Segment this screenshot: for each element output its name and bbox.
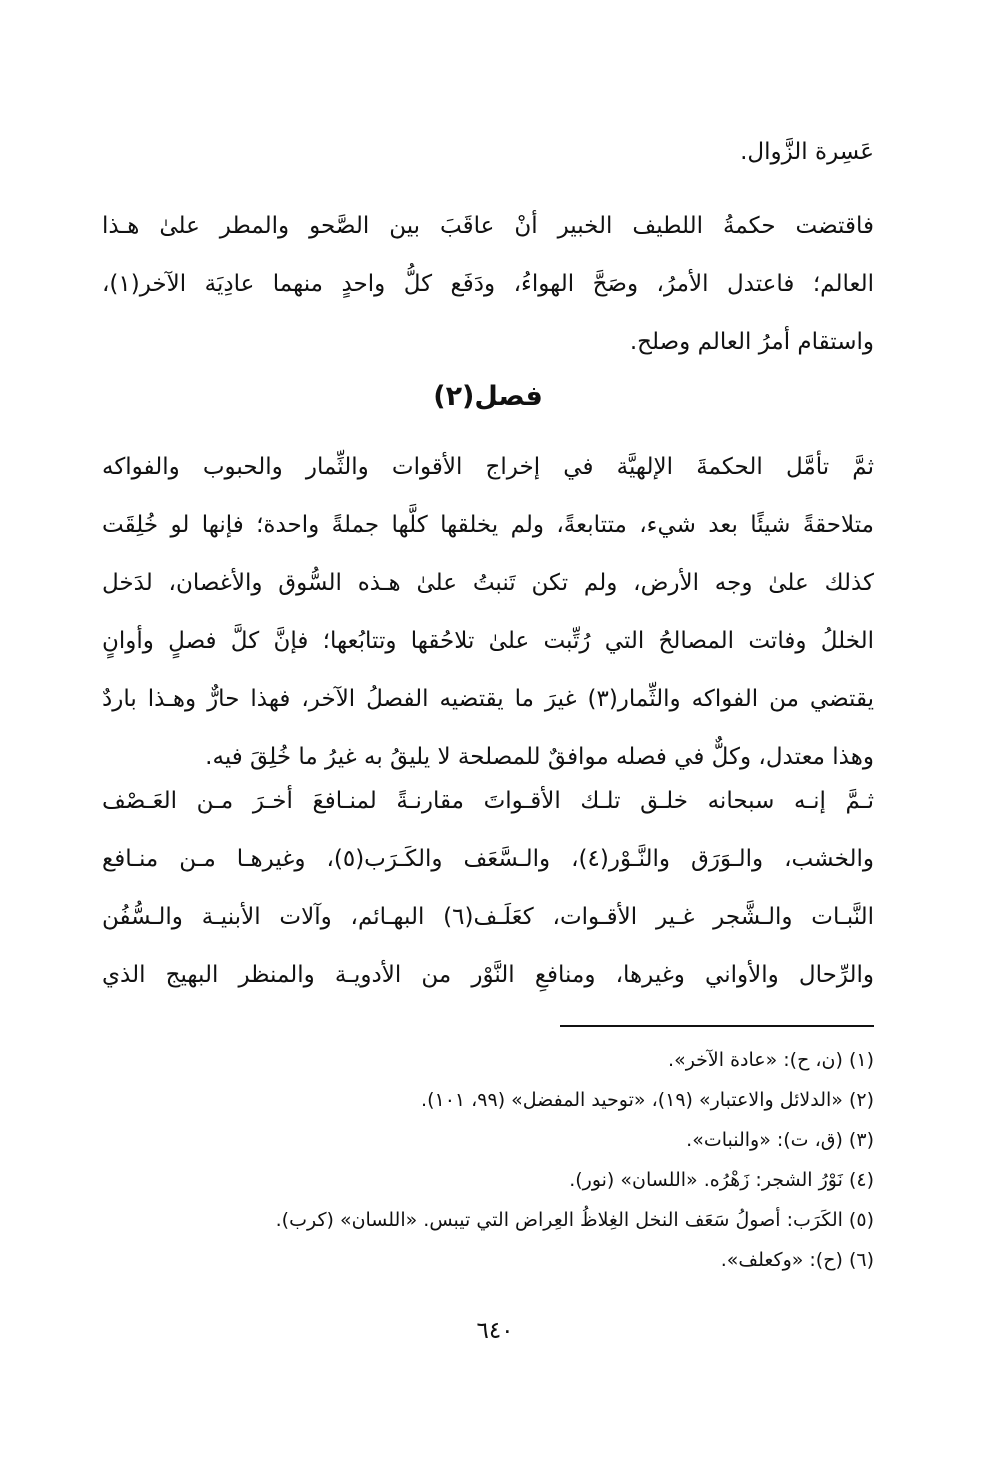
footnote-4: (٤) نَوْرُ الشجر: زَهْرُه. «اللسان» (نور). [569, 1169, 874, 1191]
text-line: واستقام أمرُ العالم وصلح. [629, 329, 874, 355]
text-line: والخشب، والـوَرَق والنَّـوْر(٤)، والـسَّعَف والكَـرَب(٥)، وغيرهـا مـن منـافع [102, 846, 874, 872]
text-line: وهذا معتدل، وكلٌّ في فصله موافقٌ للمصلحة لا يليقُ به غيرُ ما خُلِقَ فيه. [205, 744, 874, 770]
paragraph-benefits [102, 772, 874, 1004]
text-line: والرِّحال والأواني وغيرها، ومنافعِ النَّوْر من الأدويـة والمنظر البهيج الذي [102, 962, 874, 988]
text-line: العالم؛ فاعتدل الأمرُ، وصَحَّ الهواءُ، ودَفَع كلُّ واحدٍ منهما عادِيَة الآخر(١)، [102, 271, 874, 297]
footnote-3: (٣) (ق، ت): «والنبات». [686, 1129, 874, 1151]
text-line: فاقتضت حكمةُ اللطيف الخبير أنْ عاقَبَ بين الصَّحو والمطر علىٰ هـذا [102, 213, 874, 239]
footnote-6: (٦) (ح): «وكعلف». [720, 1249, 874, 1271]
text-line: يقتضي من الفواكه والثِّمار(٣) غيرَ ما يقتضيه الفصلُ الآخر، فهذا حارٌّ وهـذا باردٌ [102, 686, 874, 712]
text-line: عَسِرة الزَّوال. [740, 139, 874, 165]
paragraph-continuation [102, 123, 874, 181]
section-heading: فصل(٢) [433, 381, 543, 412]
footnote-2: (٢) «الدلائل والاعتبار» (١٩)، «توحيد المفضل» (٩٩، ١٠١). [421, 1089, 874, 1111]
footnotes [102, 1040, 874, 1280]
text-line: النَّبـات والـشَّجر غـير الأقـوات، كعَلَـف(٦) البهـائم، وآلات الأبنيـة والـسُّفُن [102, 904, 874, 930]
text-line: ثـمَّ إنـه سبحانه خلـق تلـك الأقـواتَ مقارنـةً لمنـافعَ أخـرَ مـن العَـصْف [102, 788, 874, 814]
paragraph-fruits [102, 438, 874, 786]
text-line: الخللُ وفاتت المصالحُ التي رُتِّبت علىٰ تلاحُقها وتتابُعها؛ فإنَّ كلَّ فصلٍ وأوانٍ [102, 628, 874, 654]
footnote-divider [560, 1025, 874, 1027]
text-line: متلاحقةً شيئًا بعد شيء، متتابعةً، ولم يخلقها كلَّها جملةً واحدة؛ فإنها لو خُلِقَت [102, 512, 874, 538]
page-number: ٦٤٠ [476, 1318, 514, 1344]
footnote-5: (٥) الكَرَب: أصولُ سَعَف النخل الغِلاظُ العِراض التي تيبس. «اللسان» (كرب). [275, 1209, 874, 1231]
paragraph-weather [102, 197, 874, 371]
footnote-1: (١) (ن، ح): «عادة الآخر». [668, 1049, 874, 1071]
text-line: ثمَّ تأمَّل الحكمةَ الإلهيَّة في إخراج الأقوات والثِّمار والحبوب والفواكه [102, 454, 874, 480]
text-line: كذلك علىٰ وجه الأرض، ولم تكن تَنبتُ علىٰ هـذه السُّوق والأغصان، لدَخل [102, 570, 874, 596]
